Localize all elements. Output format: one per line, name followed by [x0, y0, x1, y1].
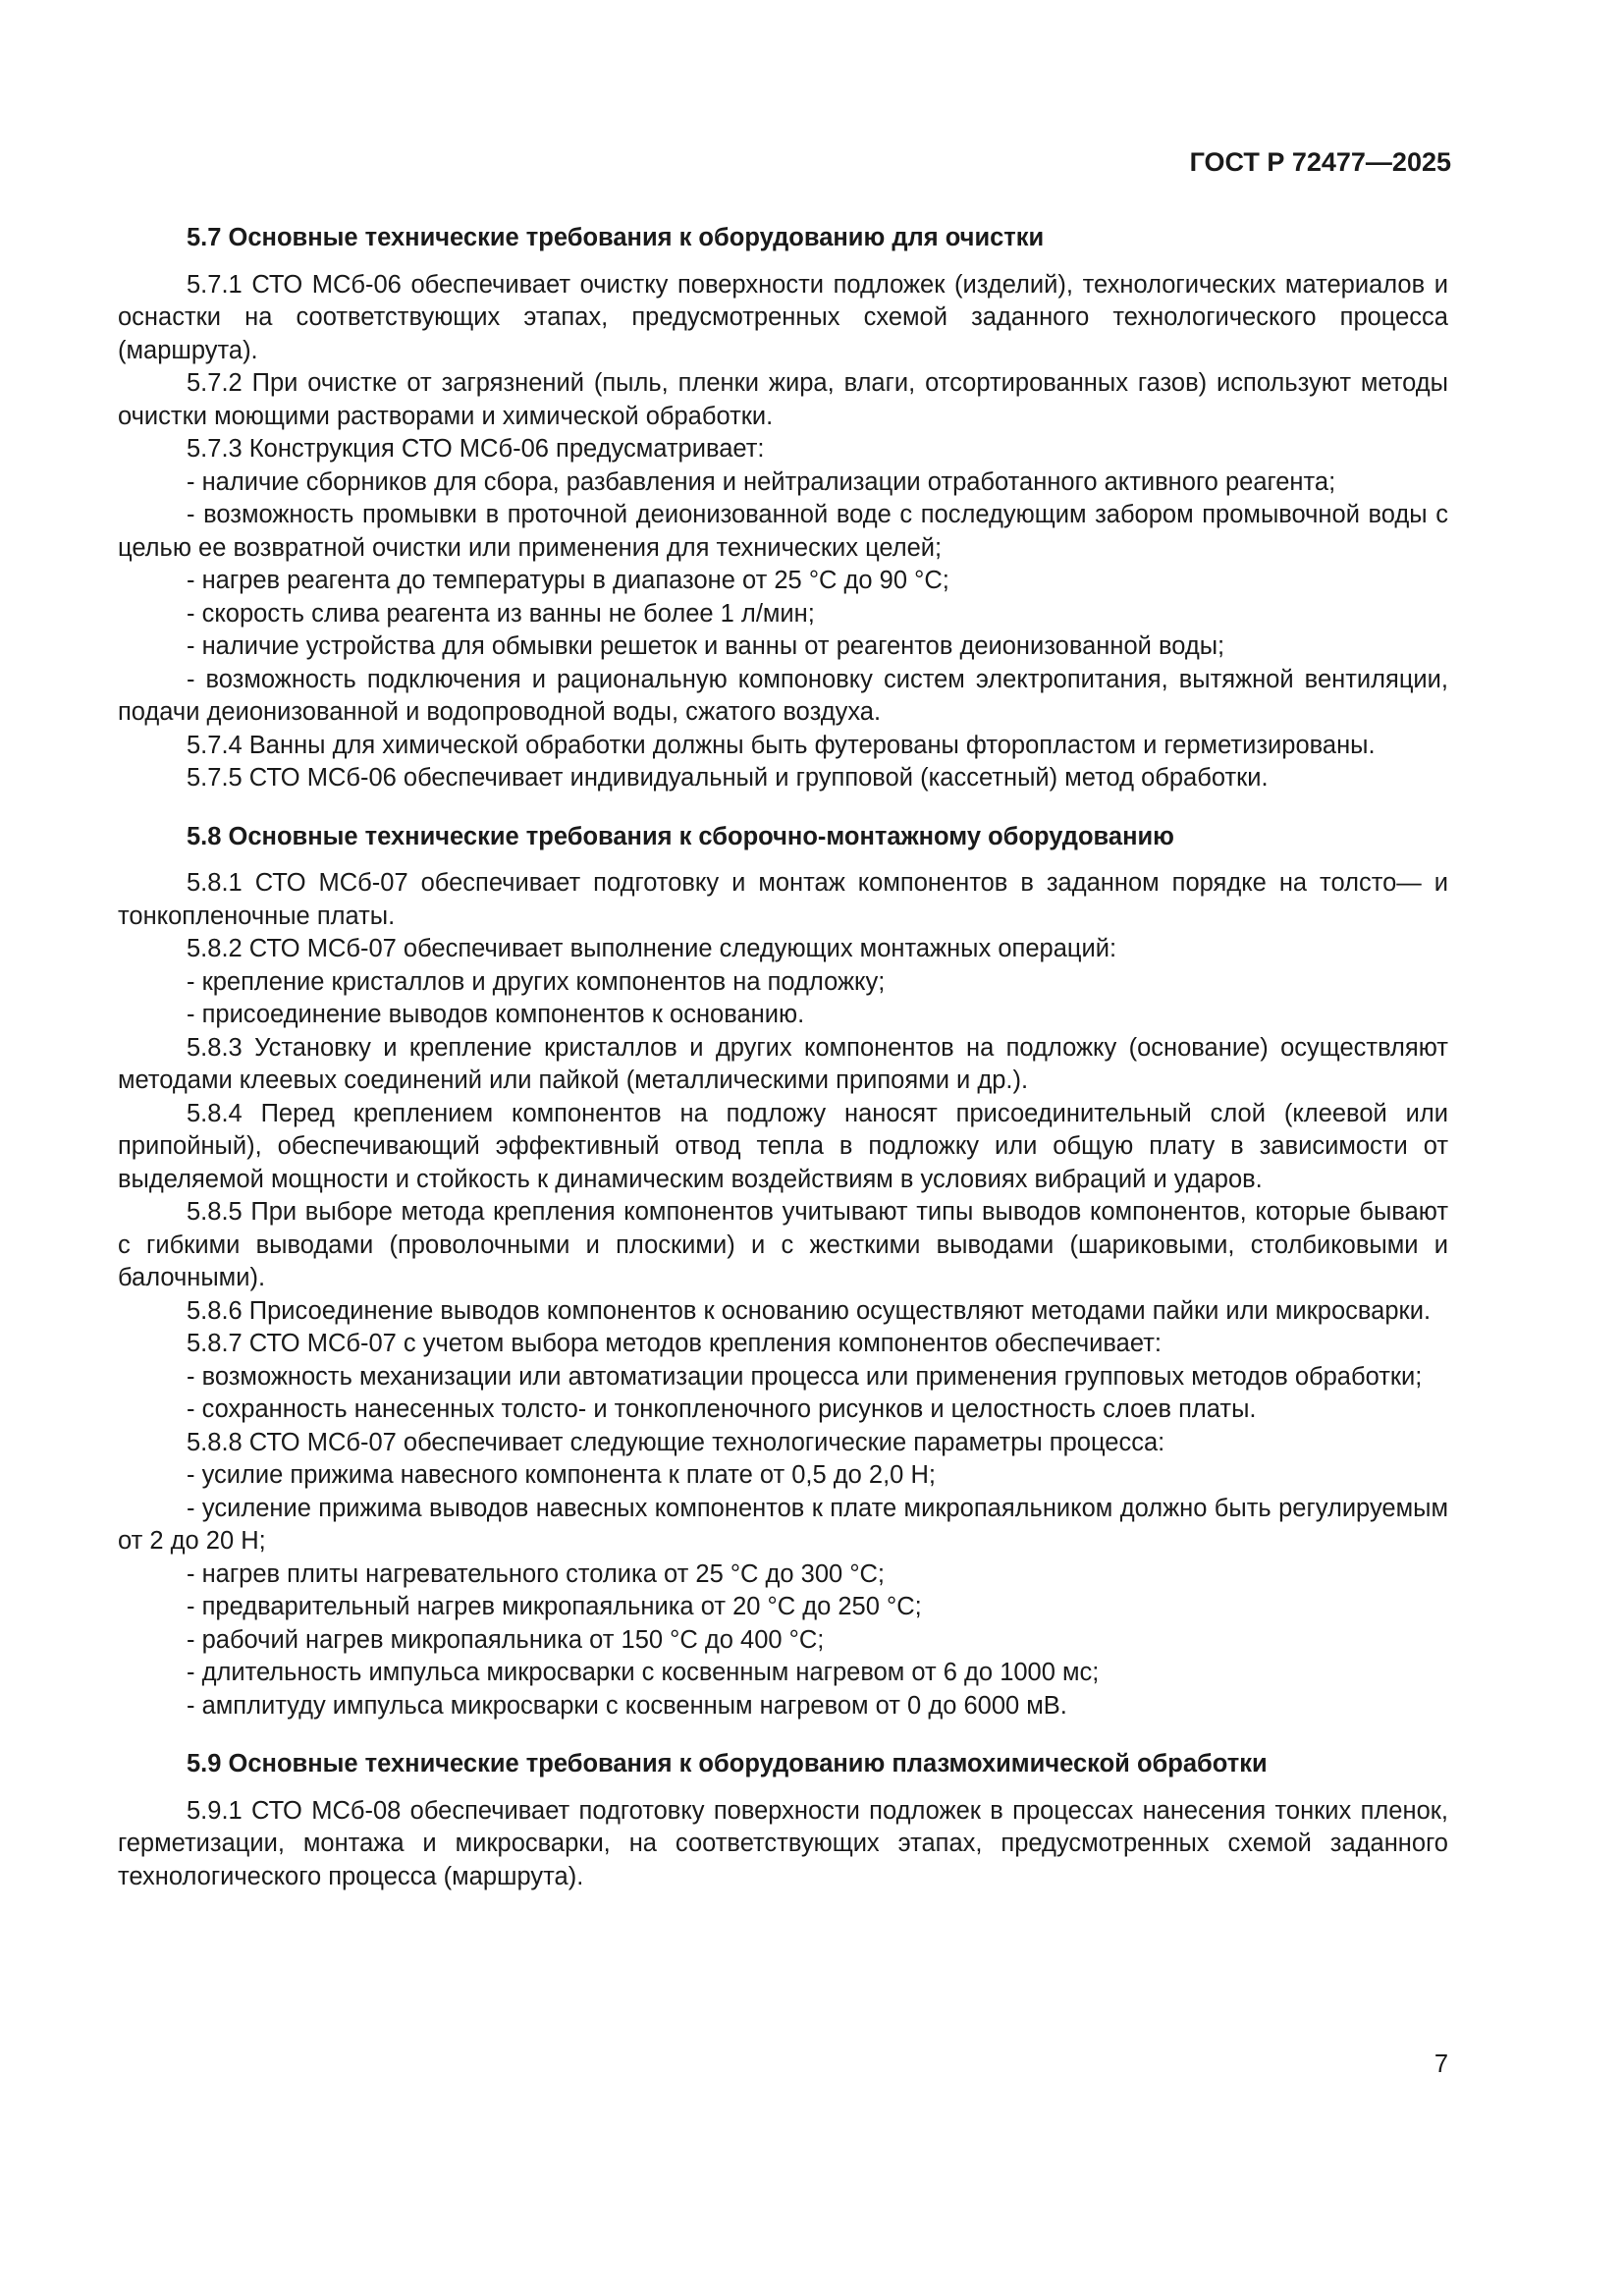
- paragraph: 5.8.2 СТО МСб-07 обеспечивает выполнение следующих монтажных операций:: [187, 935, 1117, 962]
- paragraph: 5.8.7 СТО МСб-07 с учетом выбора методов крепления компонентов обеспечивает:: [187, 1330, 1162, 1357]
- list-item: - крепление кристаллов и других компонентов на подложку;: [187, 967, 886, 996]
- list-item: - возможность подключения и рациональную компоновку систем электропитания, вытяжной вентиляции, подачи деионизованной и водопроводной воды, сжатого воздуха.: [118, 665, 1448, 726]
- list-item: - предварительный нагрев микропаяльника от 20 °С до 250 °С;: [187, 1593, 922, 1620]
- list-item: - возможность механизации или автоматизации процесса или применения групповых методов обработки;: [187, 1362, 1423, 1391]
- paragraph: 5.7.1 СТО МСб-06 обеспечивает очистку поверхности подложек (изделий), технологических материалов и оснастки на соответствующих этапах, предусмотренных схемой заданного технологического процесса (маршрута).: [118, 270, 1448, 364]
- paragraph: 5.8.1 СТО МСб-07 обеспечивает подготовку и монтаж компонентов в заданном порядке на толсто— и тонкопленочные платы.: [118, 869, 1448, 930]
- list-item: - нагрев реагента до температуры в диапазоне от 25 °С до 90 °С;: [187, 567, 949, 594]
- paragraph: 5.8.3 Установку и крепление кристаллов и других компонентов на подложку (основание) осуществляют методами клеевых соединений или пайкой (металлическими припоями и др.).: [118, 1033, 1448, 1094]
- list-item: - рабочий нагрев микропаяльника от 150 °С до 400 °С;: [187, 1625, 825, 1654]
- list-item: - наличие сборников для сбора, разбавления и нейтрализации отработанного активного реагента;: [187, 467, 1336, 496]
- list-item: - наличие устройства для обмывки решеток и ванны от реагентов деионизованной воды;: [187, 632, 1225, 660]
- list-item: - скорость слива реагента из ванны не более 1 л/мин;: [187, 599, 815, 628]
- list-item: - усилие прижима навесного компонента к плате от 0,5 до 2,0 Н;: [187, 1461, 936, 1489]
- list-item: - амплитуду импульса микросварки с косвенным нагревом от 0 до 6000 мВ.: [187, 1691, 1067, 1720]
- paragraph: 5.7.5 СТО МСб-06 обеспечивает индивидуальный и групповой (кассетный) метод обработки.: [187, 764, 1269, 792]
- list-item: - сохранность нанесенных толсто- и тонкопленочного рисунков и целостность слоев платы.: [187, 1395, 1257, 1423]
- document-body: [118, 222, 1448, 1893]
- list-item: - длительность импульса микросварки с косвенным нагревом от 6 до 1000 мс;: [187, 1659, 1100, 1686]
- list-item: - нагрев плиты нагревательного столика от 25 °С до 300 °С;: [187, 1559, 886, 1588]
- paragraph: 5.9.1 СТО МСб-08 обеспечивает подготовку поверхности подложек в процессах нанесения тонких пленок, герметизации, монтажа и микросварки, на соответствующих этапах, предусмотренных схемой заданного технологического процесса (маршрута).: [118, 1796, 1448, 1890]
- paragraph: 5.8.5 При выборе метода крепления компонентов учитывают типы выводов компонентов, которые бывают с гибкими выводами (проволочными и плоскими) и с жесткими выводами (шариковыми, столбиковыми и балочными).: [118, 1198, 1448, 1291]
- paragraph: 5.7.3 Конструкция СТО МСб-06 предусматривает:: [187, 435, 765, 463]
- paragraph: 5.7.4 Ванны для химической обработки должны быть футерованы фторопластом и герметизированы.: [187, 731, 1376, 759]
- section-heading: 5.9 Основные технические требования к оборудованию плазмохимической обработки: [187, 1750, 1268, 1777]
- paragraph: 5.7.2 При очистке от загрязнений (пыль, пленки жира, влаги, отсортированных газов) используют методы очистки моющими растворами и химической обработки.: [118, 369, 1448, 430]
- paragraph: 5.8.8 СТО МСб-07 обеспечивает следующие технологические параметры процесса:: [187, 1428, 1165, 1456]
- document-header: ГОСТ Р 72477—2025: [1189, 147, 1451, 177]
- section-heading: 5.7 Основные технические требования к оборудованию для очистки: [187, 224, 1045, 251]
- list-item: - усиление прижима выводов навесных компонентов к плате микропаяльником должно быть регулируемым от 2 до 20 Н;: [118, 1494, 1448, 1555]
- paragraph: 5.8.6 Присоединение выводов компонентов к основанию осуществляют методами пайки или микросварки.: [187, 1296, 1432, 1325]
- page-number: 7: [1434, 2050, 1448, 2078]
- paragraph: 5.8.4 Перед креплением компонентов на подложу наносят присоединительный слой (клеевой или припойный), обеспечивающий эффективный отвод тепла в подложку или общую плату в зависимости от выделяемой мощности и стойкость к динамическим воздействиям в условиях вибраций и ударов.: [118, 1099, 1448, 1193]
- section-heading: 5.8 Основные технические требования к сборочно-монтажному оборудованию: [187, 822, 1174, 850]
- list-item: - присоединение выводов компонентов к основанию.: [187, 1001, 805, 1028]
- list-item: - возможность промывки в проточной деионизованной воде с последующим забором промывочной воды с целью ее возвратной очистки или применения для технических целей;: [118, 501, 1448, 562]
